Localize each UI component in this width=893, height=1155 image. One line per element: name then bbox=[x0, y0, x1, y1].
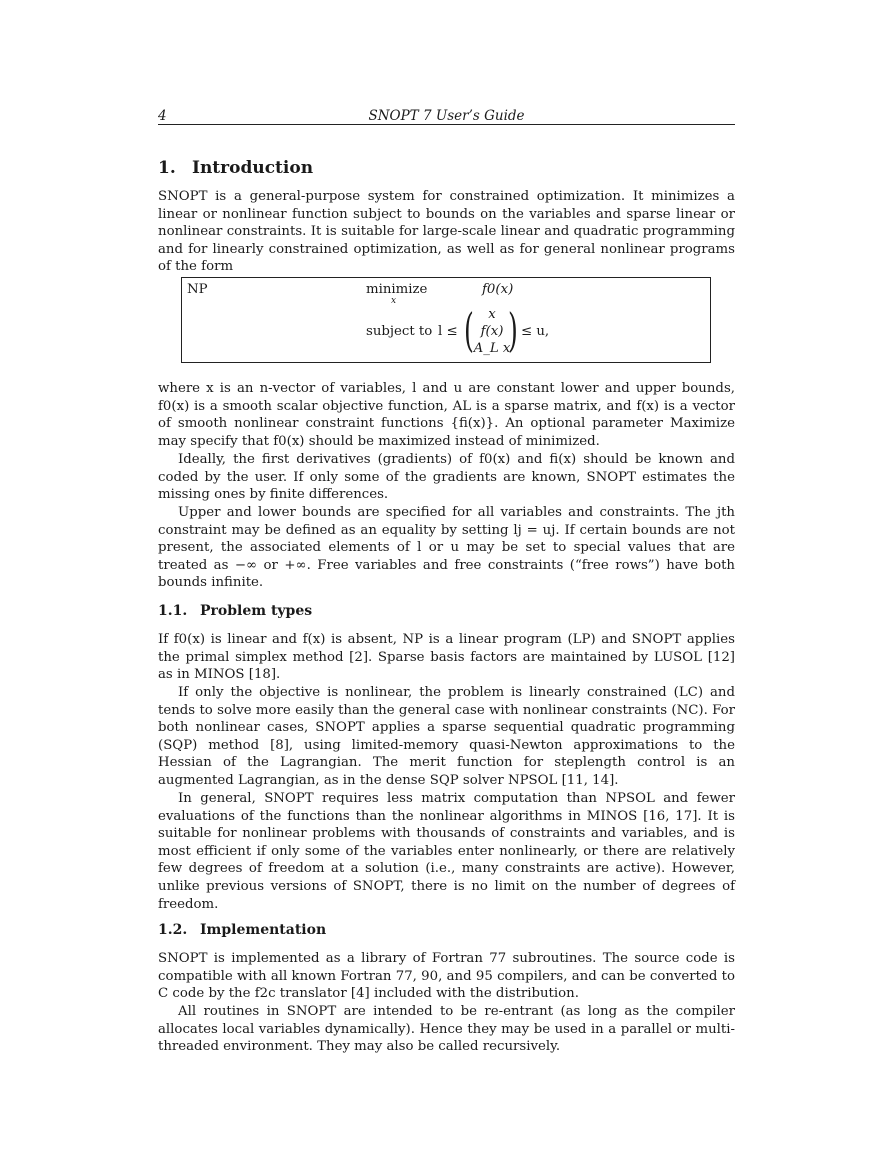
paragraph-lc-nc: If only the objective is nonlinear, the problem is linearly constrained (LC) and tends to solve more easily than the general case with nonlinear constraints (NC). For both nonlinear cases, SNOPT applies a sparse sequential quadratic programming (SQP) method [8], using limited-memory quasi-Newton approximations to the Hessian of the Lagrangian. The merit function for steplength control is an augmented Lagrangian, as in the dense SQP solver NPSOL [11, 14]. bbox=[158, 685, 735, 788]
section-heading-introduction bbox=[158, 158, 313, 178]
vector-entry: A_L x bbox=[473, 341, 511, 356]
upper-bound: ≤ u, bbox=[521, 324, 550, 339]
paragraph-fortran: SNOPT is implemented as a library of Fortran 77 subroutines. The source code is compatible with all known Fortran 77, 90, and 95 compilers, and can be converted to C code by the f2c translator [4] included with the distribution. bbox=[158, 951, 735, 1002]
np-label: NP bbox=[187, 282, 208, 297]
paragraph-comparison: In general, SNOPT requires less matrix computation than NPSOL and fewer evaluations of the functions than the nonlinear algorithms in MINOS [16, 17]. It is suitable for nonlinear problems with thousands of constraints and variables, and is most efficient if only some of the variables enter nonlinearly, or there are relatively few degrees of freedom at a solution (i.e., many constraints are active). However, unlike previous versions of SNOPT, there is no limit on the number of degrees of freedom. bbox=[158, 791, 735, 912]
section-heading-problem-types bbox=[158, 603, 312, 619]
section-number: 1. bbox=[158, 158, 176, 178]
paragraph-variables: where x is an n-vector of variables, l and u are constant lower and upper bounds, f0(x) is a smooth scalar objective function, AL is a sparse matrix, and f(x) is a vector of smooth nonlinear constraint functions {fi(x)}. An optional parameter Maximize may specify that f0(x) should be maximized instead of minimized. bbox=[158, 381, 735, 449]
minimize-word: minimize bbox=[366, 282, 428, 297]
objective-function: f0(x) bbox=[482, 282, 514, 297]
page-number: 4 bbox=[158, 108, 167, 124]
section-number: 1.2. bbox=[158, 922, 188, 938]
left-paren: ( bbox=[464, 303, 474, 357]
section-number: 1.1. bbox=[158, 603, 188, 619]
paragraph-reentrant: All routines in SNOPT are intended to be re-entrant (as long as the compiler allocates local variables dynamically). Hence they may be used in a parallel or multi-threaded environment. They may also be called recursively. bbox=[158, 1004, 735, 1055]
intro-paragraph: SNOPT is a general-purpose system for constrained optimization. It minimizes a linear or nonlinear function subject to bounds on the variables and sparse linear or nonlinear constraints. It is suitable for large-scale linear and quadratic programming and for linearly constrained optimization, as well as for general nonlinear programs of the form bbox=[158, 189, 735, 275]
subject-to-word: subject to bbox=[366, 324, 433, 339]
running-header bbox=[158, 106, 735, 125]
section-title: Introduction bbox=[192, 158, 314, 178]
np-problem-box bbox=[181, 277, 711, 363]
section-title: Problem types bbox=[200, 603, 313, 619]
constraint-vector bbox=[472, 306, 512, 357]
lower-bound: l ≤ bbox=[438, 324, 458, 339]
paragraph-derivatives: Ideally, the first derivatives (gradients) of f0(x) and fi(x) should be known and coded by the user. If only some of the gradients are known, SNOPT estimates the missing ones by finite differences. bbox=[158, 452, 735, 503]
minimize-subscript: x bbox=[391, 296, 397, 306]
paragraph-bounds: Upper and lower bounds are specified for all variables and constraints. The jth constraint may be defined as an equality by setting lj = uj. If certain bounds are not present, the associated elements of l or u may be set to special values that are treated as −∞ or +∞. Free variables and free constraints (“free rows”) have both bounds infinite. bbox=[158, 505, 735, 591]
running-title: SNOPT 7 User’s Guide bbox=[368, 108, 525, 124]
section-heading-implementation bbox=[158, 922, 326, 938]
vector-entry: x bbox=[488, 307, 496, 322]
paragraph-lp: If f0(x) is linear and f(x) is absent, NP is a linear program (LP) and SNOPT applies the primal simplex method [2]. Sparse basis factors are maintained by LUSOL [12] as in MINOS [18]. bbox=[158, 632, 735, 683]
section-title: Implementation bbox=[200, 922, 327, 938]
page bbox=[158, 106, 735, 1055]
right-paren: ) bbox=[508, 303, 518, 357]
vector-entry: f(x) bbox=[480, 324, 504, 339]
